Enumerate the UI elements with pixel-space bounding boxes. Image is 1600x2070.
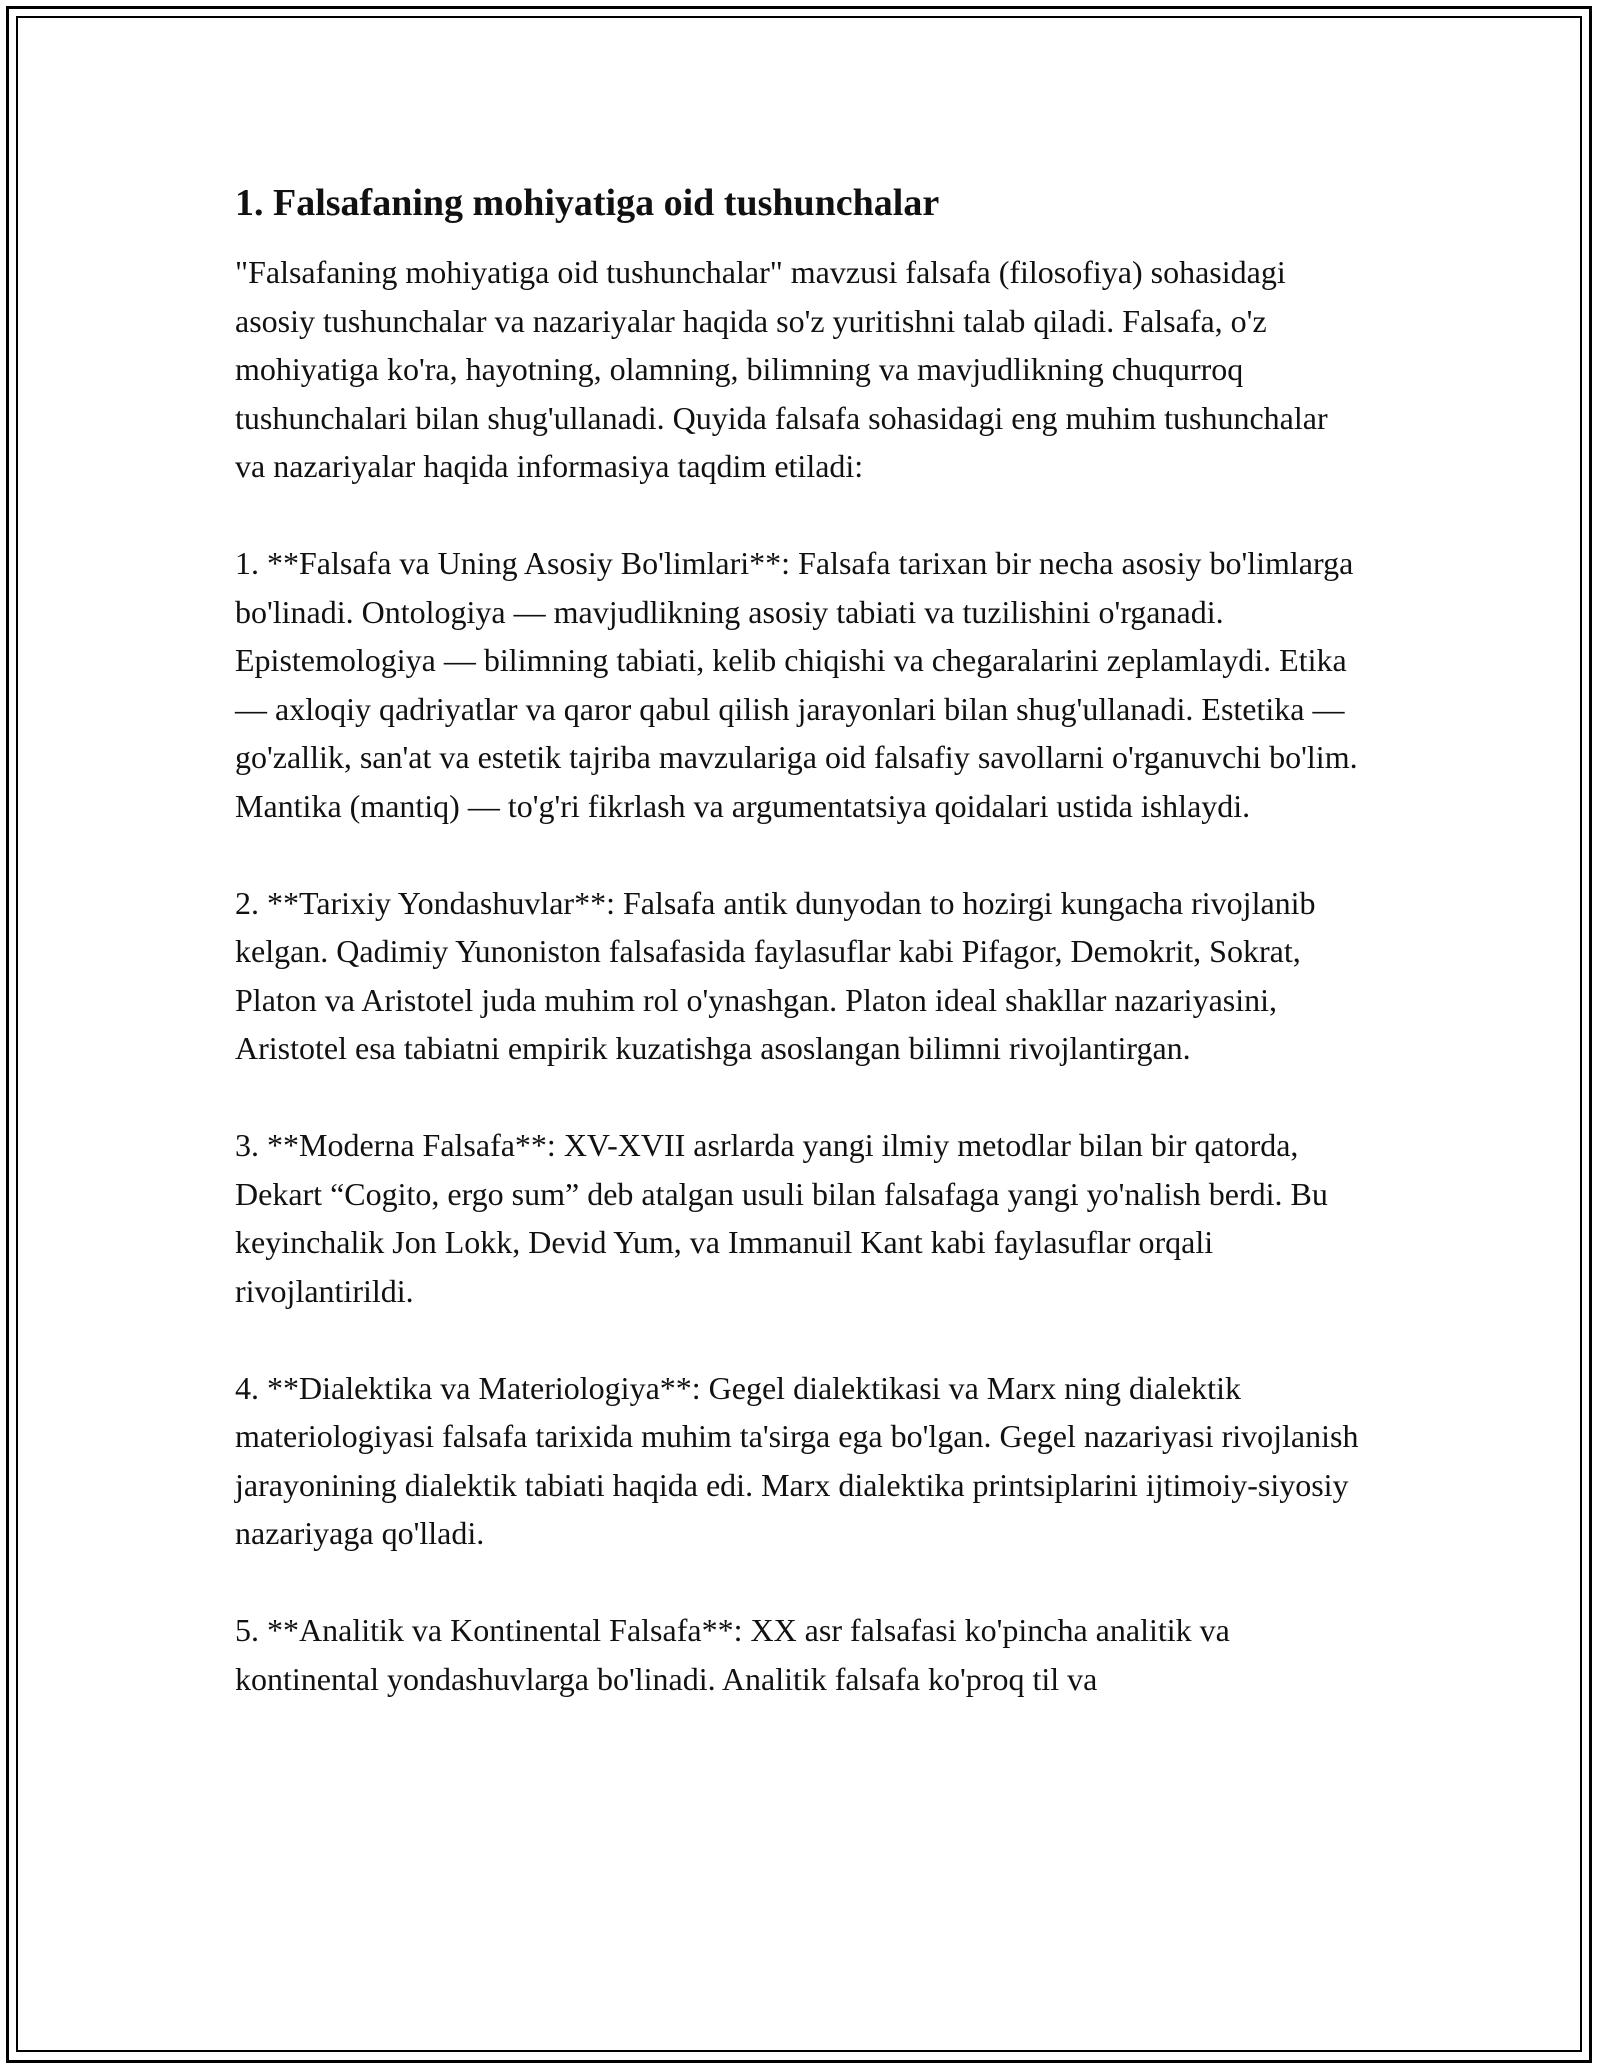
list-item-2-paragraph: 2. **Tarixiy Yondashuvlar**: Falsafa antik dunyodan to hozirgi kungacha rivojlanib kelgan. Qadimiy Yunoniston falsafasida faylasuflar kabi Pifagor, Demokrit, Sokrat, Platon va Aristotel juda muhim rol o'ynashgan. Platon ideal shakllar nazariyasini, Aristotel esa tabiatni empirik kuzatishga asoslangan bilimni rivojlantirgan. xyxy=(235,884,1316,1066)
list-item-3-paragraph: 3. **Moderna Falsafa**: XV-XVII asrlarda yangi ilmiy metodlar bilan bir qatorda, Dekart “Cogito, ergo sum” deb atalgan usuli bilan falsafaga yangi yo'nalish berdi. Bu keyinchalik Jon Lokk, Devid Yum, va Immanuil Kant kabi faylasuflar orqali rivojlantirildi. xyxy=(235,1127,1328,1309)
list-item-5-paragraph: 5. **Analitik va Kontinental Falsafa**: XX asr falsafasi ko'pincha analitik va kontinental yondashuvlarga bo'linadi. Analitik falsafa ko'proq til va xyxy=(235,1612,1230,1697)
intro-paragraph: "Falsafaning mohiyatiga oid tushunchalar" mavzusi falsafa (filosofiya) sohasidagi asosiy tushunchalar va nazariyalar haqida so'z yuritishni talab qiladi. Falsafa, o'z mohiyatiga ko'ra, hayotning, olamning, bilimning va mavjudlikning chuqurroq tushunchalari bilan shug'ullanadi. Quyida falsafa sohasidagi eng muhim tushunchalar va nazariyalar haqida informasiya taqdim etiladi: xyxy=(235,254,1328,484)
document-body xyxy=(235,178,1365,1752)
section-heading: 1. Falsafaning mohiyatiga oid tushunchalar xyxy=(235,182,940,224)
list-item-1-paragraph: 1. **Falsafa va Uning Asosiy Bo'limlari**: Falsafa tarixan bir necha asosiy bo'limlarga bo'linadi. Ontologiya — mavjudlikning asosiy tabiati va tuzilishini o'rganadi. Epistemologiya — bilimning tabiati, kelib chiqishi va chegaralarini zeplamlaydi. Etika — axloqiy qadriyatlar va qaror qabul qilish jarayonlari bilan shug'ullanadi. Estetika — go'zallik, san'at va estetik tajriba mavzulariga oid falsafiy savollarni o'rganuvchi bo'lim. Mantika (mantiq) — to'g'ri fikrlash va argumentatsiya qoidalari ustida ishlaydi. xyxy=(235,545,1358,824)
list-item-4-paragraph: 4. **Dialektika va Materiologiya**: Gegel dialektikasi va Marx ning dialektik materiologiyasi falsafa tarixida muhim ta'sirga ega bo'lgan. Gegel nazariyasi rivojlanish jarayonining dialektik tabiati haqida edi. Marx dialektika printsiplarini ijtimoiy-siyosiy nazariyaga qo'lladi. xyxy=(235,1369,1359,1551)
